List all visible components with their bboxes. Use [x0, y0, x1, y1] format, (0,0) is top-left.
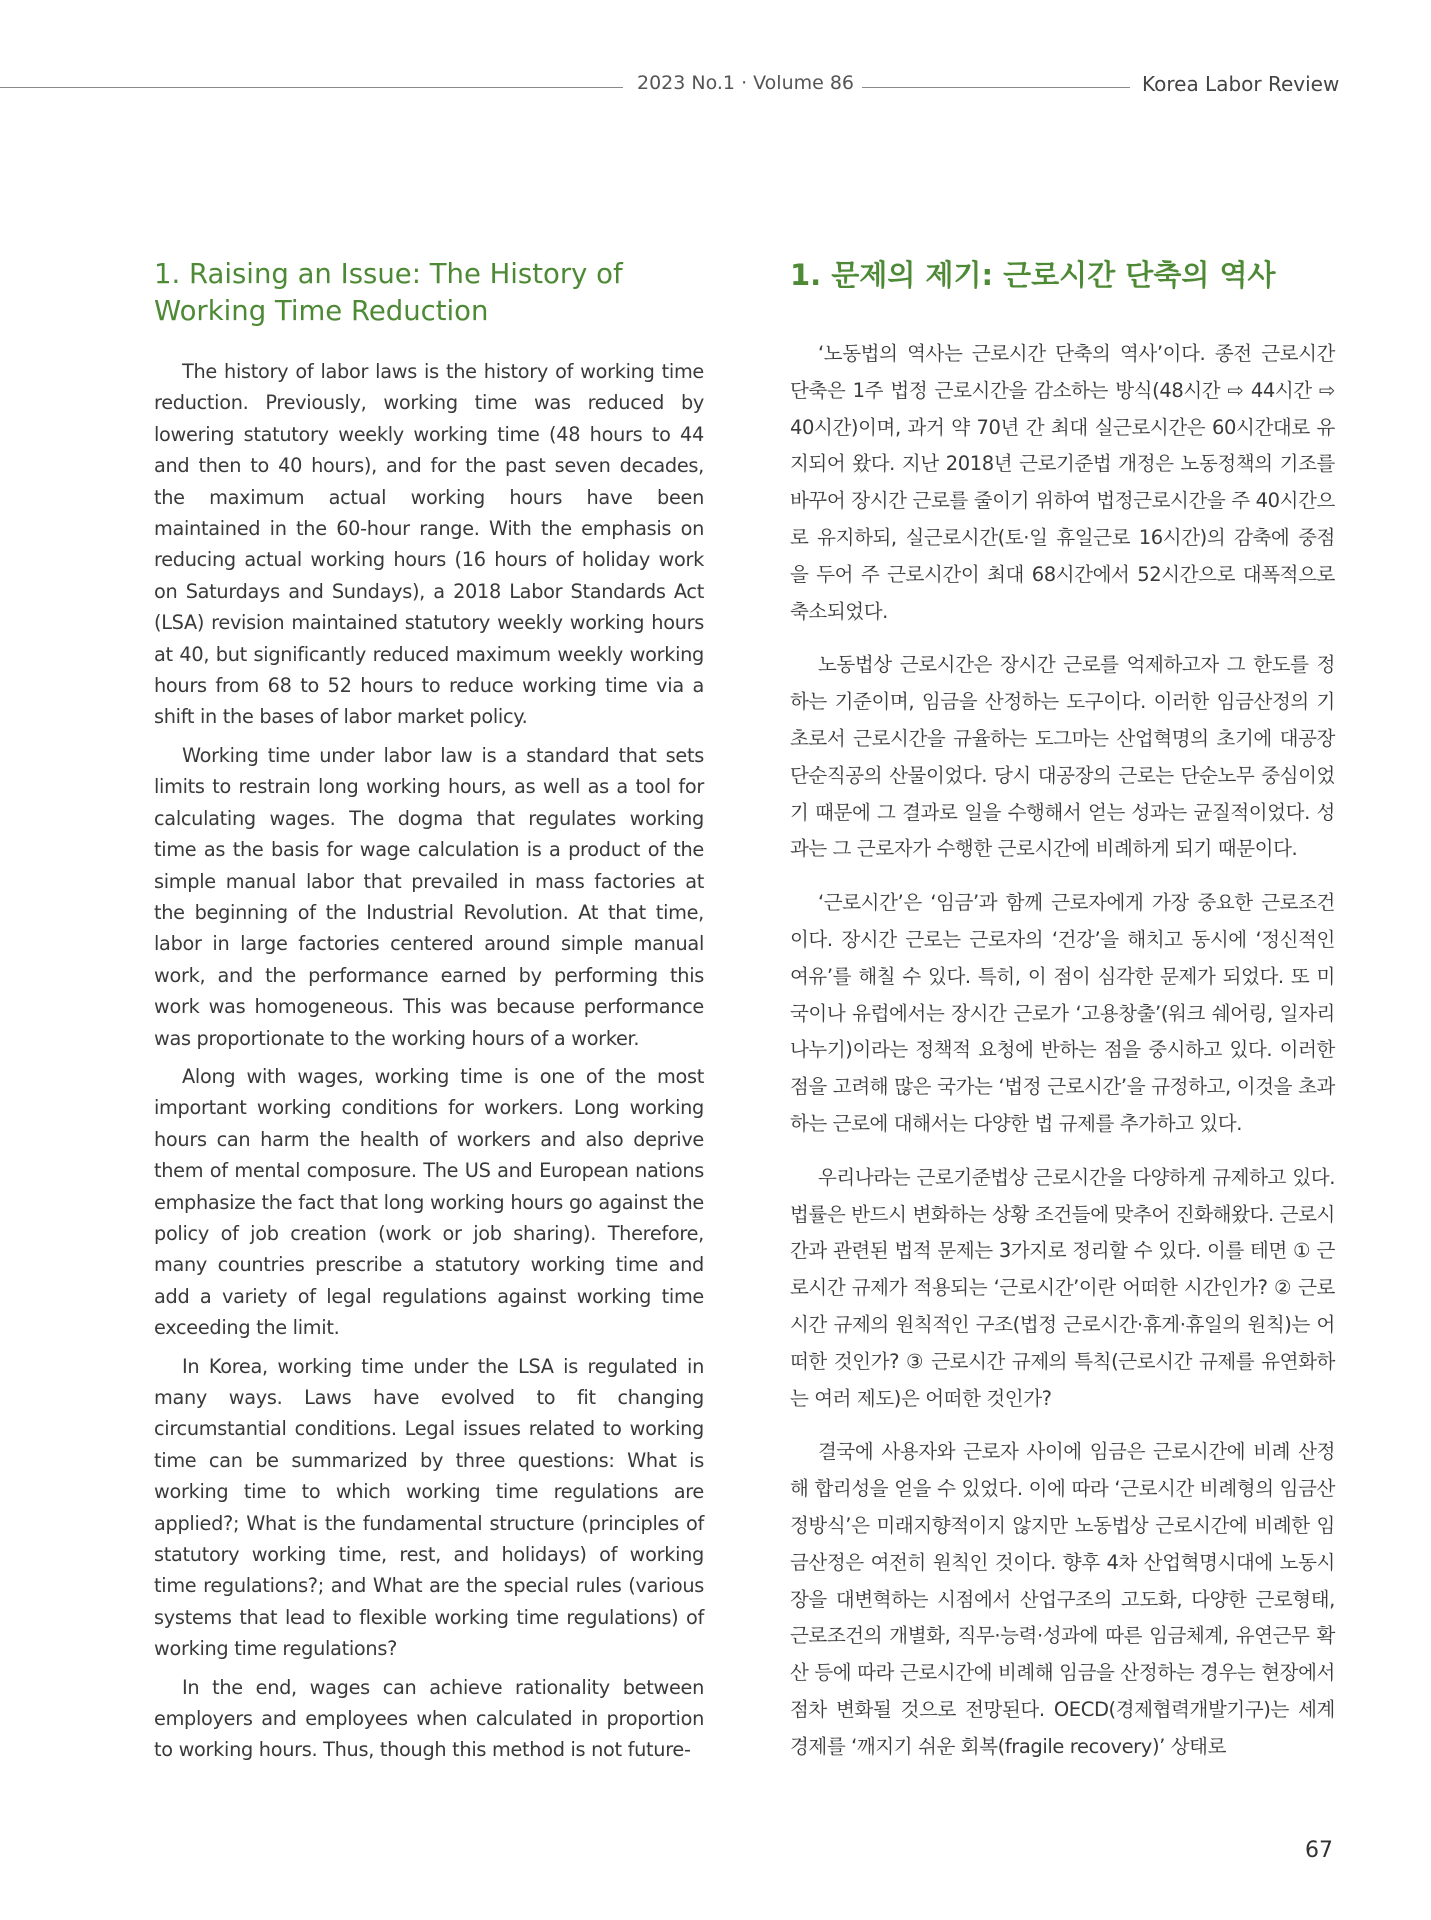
issue-label: 2023 No.1 · Volume 86	[637, 72, 855, 94]
header-rule-right	[862, 87, 1130, 88]
korean-paragraph-5: 결국에 사용자와 근로자 사이에 임금은 근로시간에 비례 산정해 합리성을 얻을 수 있었다. 이에 따라 ‘근로시간 비례형의 임금산정방식’은 미래지향적이지 않지만 노동법상 근로시간에 비례한 임금산정은 여전히 원칙인 것이다. 향후 4차 산업혁명시대에 노동시장을 대변혁하는 시점에서 산업구조의 고도화, 다양한 근로형태, 근로조건의 개별화, 직무·능력·성과에 따른 임금체계, 유연근무 확산 등에 따라 근로시간에 비례해 임금을 산정하는 경우는 현장에서 점차 변화될 것으로 전망된다. OECD(경제협력개발기구)는 세계 경제를 ‘깨지기 쉬운 회복(fragile recovery)’ 상태로	[790, 1440, 1335, 1758]
korean-column	[790, 256, 1335, 1782]
korean-paragraph-1: ‘노동법의 역사는 근로시간 단축의 역사’이다. 종전 근로시간 단축은 1주 법정 근로시간을 감소하는 방식(48시간 ⇨ 44시간 ⇨ 40시간)이며, 과거 약 70년 간 최대 실근로시간은 60시간대로 유지되어 왔다. 지난 2018년 근로기준법 개정은 노동정책의 기조를 바꾸어 장시간 근로를 줄이기 위하여 법정근로시간을 주 40시간으로 유지하되, 실근로시간(토·일 휴일근로 16시간)의 감축에 중점을 두어 주 근로시간이 최대 68시간에서 52시간으로 대폭적으로 축소되었다.	[790, 342, 1335, 623]
english-paragraph-4: In Korea, working time under the LSA is regulated in many ways. Laws have evolved to fit changing circumstantial conditions. Legal issues related to working time can be summarized by three questions: What is working time to which working time regulations are applied?; What is the fundamental structure (principles of statutory working time, rest, and holidays) of working time regulations?; and What are the special rules (various systems that lead to flexible working time regulations) of working time regulations?	[154, 1354, 704, 1661]
korean-paragraph-3: ‘근로시간’은 ‘임금’과 함께 근로자에게 가장 중요한 근로조건이다. 장시간 근로는 근로자의 ‘건강’을 해치고 동시에 ‘정신적인 여유’를 해칠 수 있다. 특히, 이 점이 심각한 문제가 되었다. 또 미국이나 유럽에서는 장시간 근로가 ‘고용창출’(워크 쉐어링, 일자리 나누기)이라는 정책적 요청에 반하는 점을 중시하고 있다. 이러한 점을 고려해 많은 국가는 ‘법정 근로시간’을 규정하고, 이것을 초과하는 근로에 대해서는 다양한 법 규제를 추가하고 있다.	[790, 891, 1335, 1135]
korean-paragraph-2: 노동법상 근로시간은 장시간 근로를 억제하고자 그 한도를 정하는 기준이며, 임금을 산정하는 도구이다. 이러한 임금산정의 기초로서 근로시간을 규율하는 도그마는 산업혁명의 초기에 대공장 단순직공의 산물이었다. 당시 대공장의 근로는 단순노무 중심이었기 때문에 그 결과로 일을 수행해서 얻는 성과는 균질적이었다. 성과는 그 근로자가 수행한 근로시간에 비례하게 되기 때문이다.	[790, 653, 1335, 861]
english-paragraph-2: Working time under labor law is a standard that sets limits to restrain long working hours, as well as a tool for calculating wages. The dogma that regulates working time as the basis for wage calculation is a product of the simple manual labor that prevailed in mass factories at the beginning of the Industrial Revolution. At that time, labor in large factories centered around simple manual work, and the performance earned by performing this work was homogeneous. This was because performance was proportionate to the working hours of a worker.	[154, 743, 704, 1050]
korean-section-heading: 1. 문제의 제기: 근로시간 단축의 역사	[790, 258, 1276, 292]
english-section-heading: 1. Raising an Issue: The History of Working Time Reduction	[154, 258, 623, 327]
english-paragraph-3: Along with wages, working time is one of the most important working conditions for workers. Long working hours can harm the health of workers and also deprive them of mental composure. The US and European nations emphasize the fact that long working hours go against the policy of job creation (work or job sharing). Therefore, many countries prescribe a statutory working time and add a variety of legal regulations against working time exceeding the limit.	[154, 1064, 704, 1340]
english-paragraph-5: In the end, wages can achieve rationality between employers and employees when calculated in proportion to working hours. Thus, though this method is not future-	[154, 1675, 704, 1762]
journal-title: Korea Labor Review	[1142, 72, 1340, 96]
header-rule-left	[0, 87, 623, 88]
english-column	[154, 256, 704, 1773]
korean-paragraph-4: 우리나라는 근로기준법상 근로시간을 다양하게 규제하고 있다. 법률은 반드시 변화하는 상황 조건들에 맞추어 진화해왔다. 근로시간과 관련된 법적 문제는 3가지로 정리할 수 있다. 이를 테면 ① 근로시간 규제가 적용되는 ‘근로시간’이란 어떠한 시간인가? ② 근로시간 규제의 원칙적인 구조(법정 근로시간·휴게·휴일의 원칙)는 어떠한 것인가? ③ 근로시간 규제의 특칙(근로시간 규제를 유연화하는 여러 제도)은 어떠한 것인가?	[790, 1165, 1335, 1410]
english-paragraph-1: The history of labor laws is the history of working time reduction. Previously, working time was reduced by lowering statutory weekly working time (48 hours to 44 and then to 40 hours), and for the past seven decades, the maximum actual working hours have been maintained in the 60-hour range. With the emphasis on reducing actual working hours (16 hours of holiday work on Saturdays and Sundays), a 2018 Labor Standards Act (LSA) revision maintained statutory weekly working hours at 40, but significantly reduced maximum weekly working hours from 68 to 52 hours to reduce working time via a shift in the bases of labor market policy.	[154, 360, 704, 729]
running-header	[0, 70, 1431, 106]
page-number: 67	[1305, 1838, 1333, 1863]
